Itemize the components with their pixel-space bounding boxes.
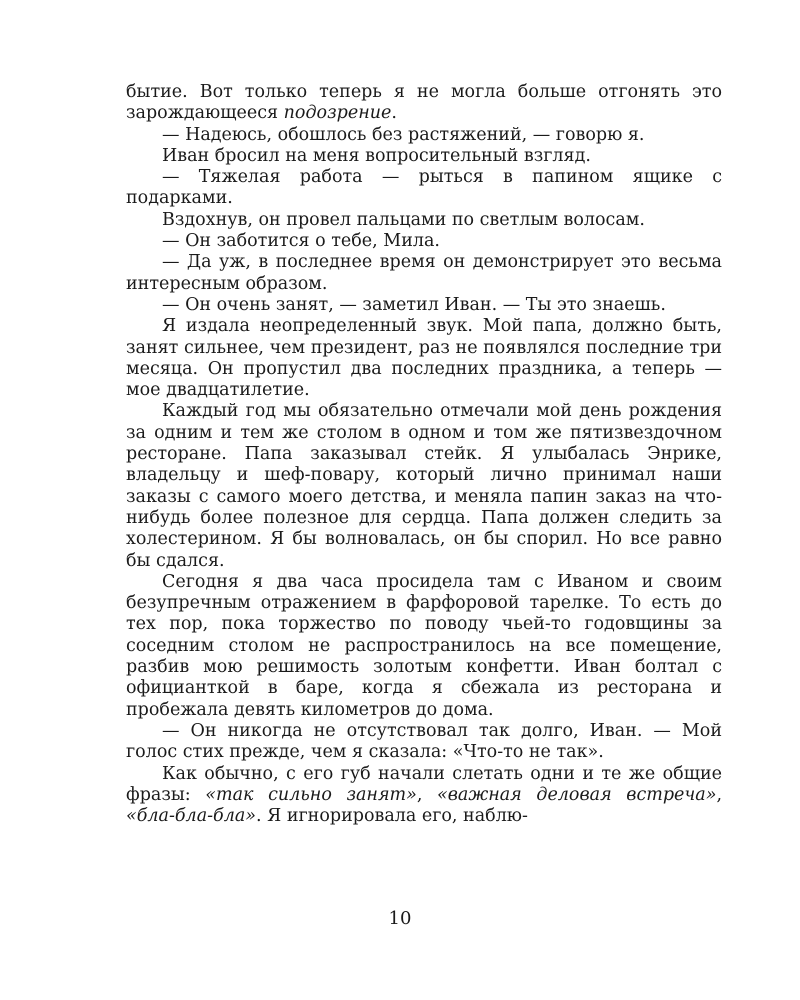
text-run: Как обычно, с его губ начали слетать одни и те же общие фразы: <box>126 763 722 805</box>
text-run: Иван бросил на меня вопросительный взгляд. <box>162 145 591 166</box>
text-run: , <box>716 784 723 805</box>
paragraph <box>126 146 722 167</box>
paragraph <box>126 231 722 252</box>
book-page-text <box>126 82 722 827</box>
paragraph <box>126 721 722 764</box>
italic-text: «бла-бла-бла» <box>126 806 257 827</box>
italic-text: «так сильно занят» <box>205 784 417 805</box>
paragraph <box>126 210 722 231</box>
paragraph <box>126 252 722 295</box>
paragraph <box>126 167 722 210</box>
paragraph <box>126 572 722 721</box>
text-run: — Тяжелая работа — рыться в папином ящике с подарками. <box>126 167 722 209</box>
text-run: Я издала неопределенный звук. Мой папа, должно быть, занят сильнее, чем президент, раз не появлялся последние три месяца. Он пропустил два последних праздника, а теперь — мое двадцатилетие. <box>126 316 722 401</box>
text-run: . Я игнорировала его, наблю- <box>256 806 528 827</box>
paragraph <box>126 125 722 146</box>
paragraph <box>126 764 722 828</box>
text-run: — Да уж, в последнее время он демонстрирует это весьма интересным образом. <box>126 252 722 294</box>
text-run: Каждый год мы обязательно отмечали мой день рождения за одним и тем же столом в одном и том же пятизвездочном ресторане. Папа заказывал стейк. Я улыбалась Энрике, владельцу и шеф-повару, который лично принимал наши заказы с самого моего детства, и меняла папин заказ на что-нибудь более полезное для сердца. Папа должен следить за холестерином. Я бы волновалась, он бы спорил. Но все равно бы сдался. <box>126 401 722 571</box>
paragraph <box>126 295 722 316</box>
paragraph <box>126 82 722 125</box>
text-run: — Надеюсь, обошлось без растяжений, — говорю я. <box>162 124 645 145</box>
paragraph <box>126 401 722 571</box>
text-run: , <box>416 784 437 805</box>
text-run: — Он очень занят, — заметил Иван. — Ты это знаешь. <box>162 294 666 315</box>
text-run: . <box>391 103 397 124</box>
text-run: — Он никогда не отсутствовал так долго, Иван. — Мой голос стих прежде, чем я сказала: «Что-то не так». <box>126 720 722 763</box>
paragraph <box>126 316 722 401</box>
page-number: 10 <box>388 908 412 929</box>
text-run: — Он заботится о тебе, Мила. <box>162 231 440 252</box>
text-run: бытие. Вот только теперь я не могла больше отгонять это зарождающееся <box>126 82 722 124</box>
text-run: Сегодня я два часа просидела там с Иваном и своим безупречным отражением в фарфоровой тарелке. То есть до тех пор, пока торжество по поводу чьей-то годовщины за соседним столом не распространилось на все помещение, разбив мою решимость золотым конфетти. Иван болтал с официанткой в баре, когда я сбежала из ресторана и пробежала девять километров до дома. <box>126 571 722 720</box>
text-run: Вздохнув, он провел пальцами по светлым волосам. <box>162 209 645 230</box>
italic-text: «важная деловая встреча» <box>437 784 717 805</box>
italic-text: подозрение <box>283 103 392 124</box>
